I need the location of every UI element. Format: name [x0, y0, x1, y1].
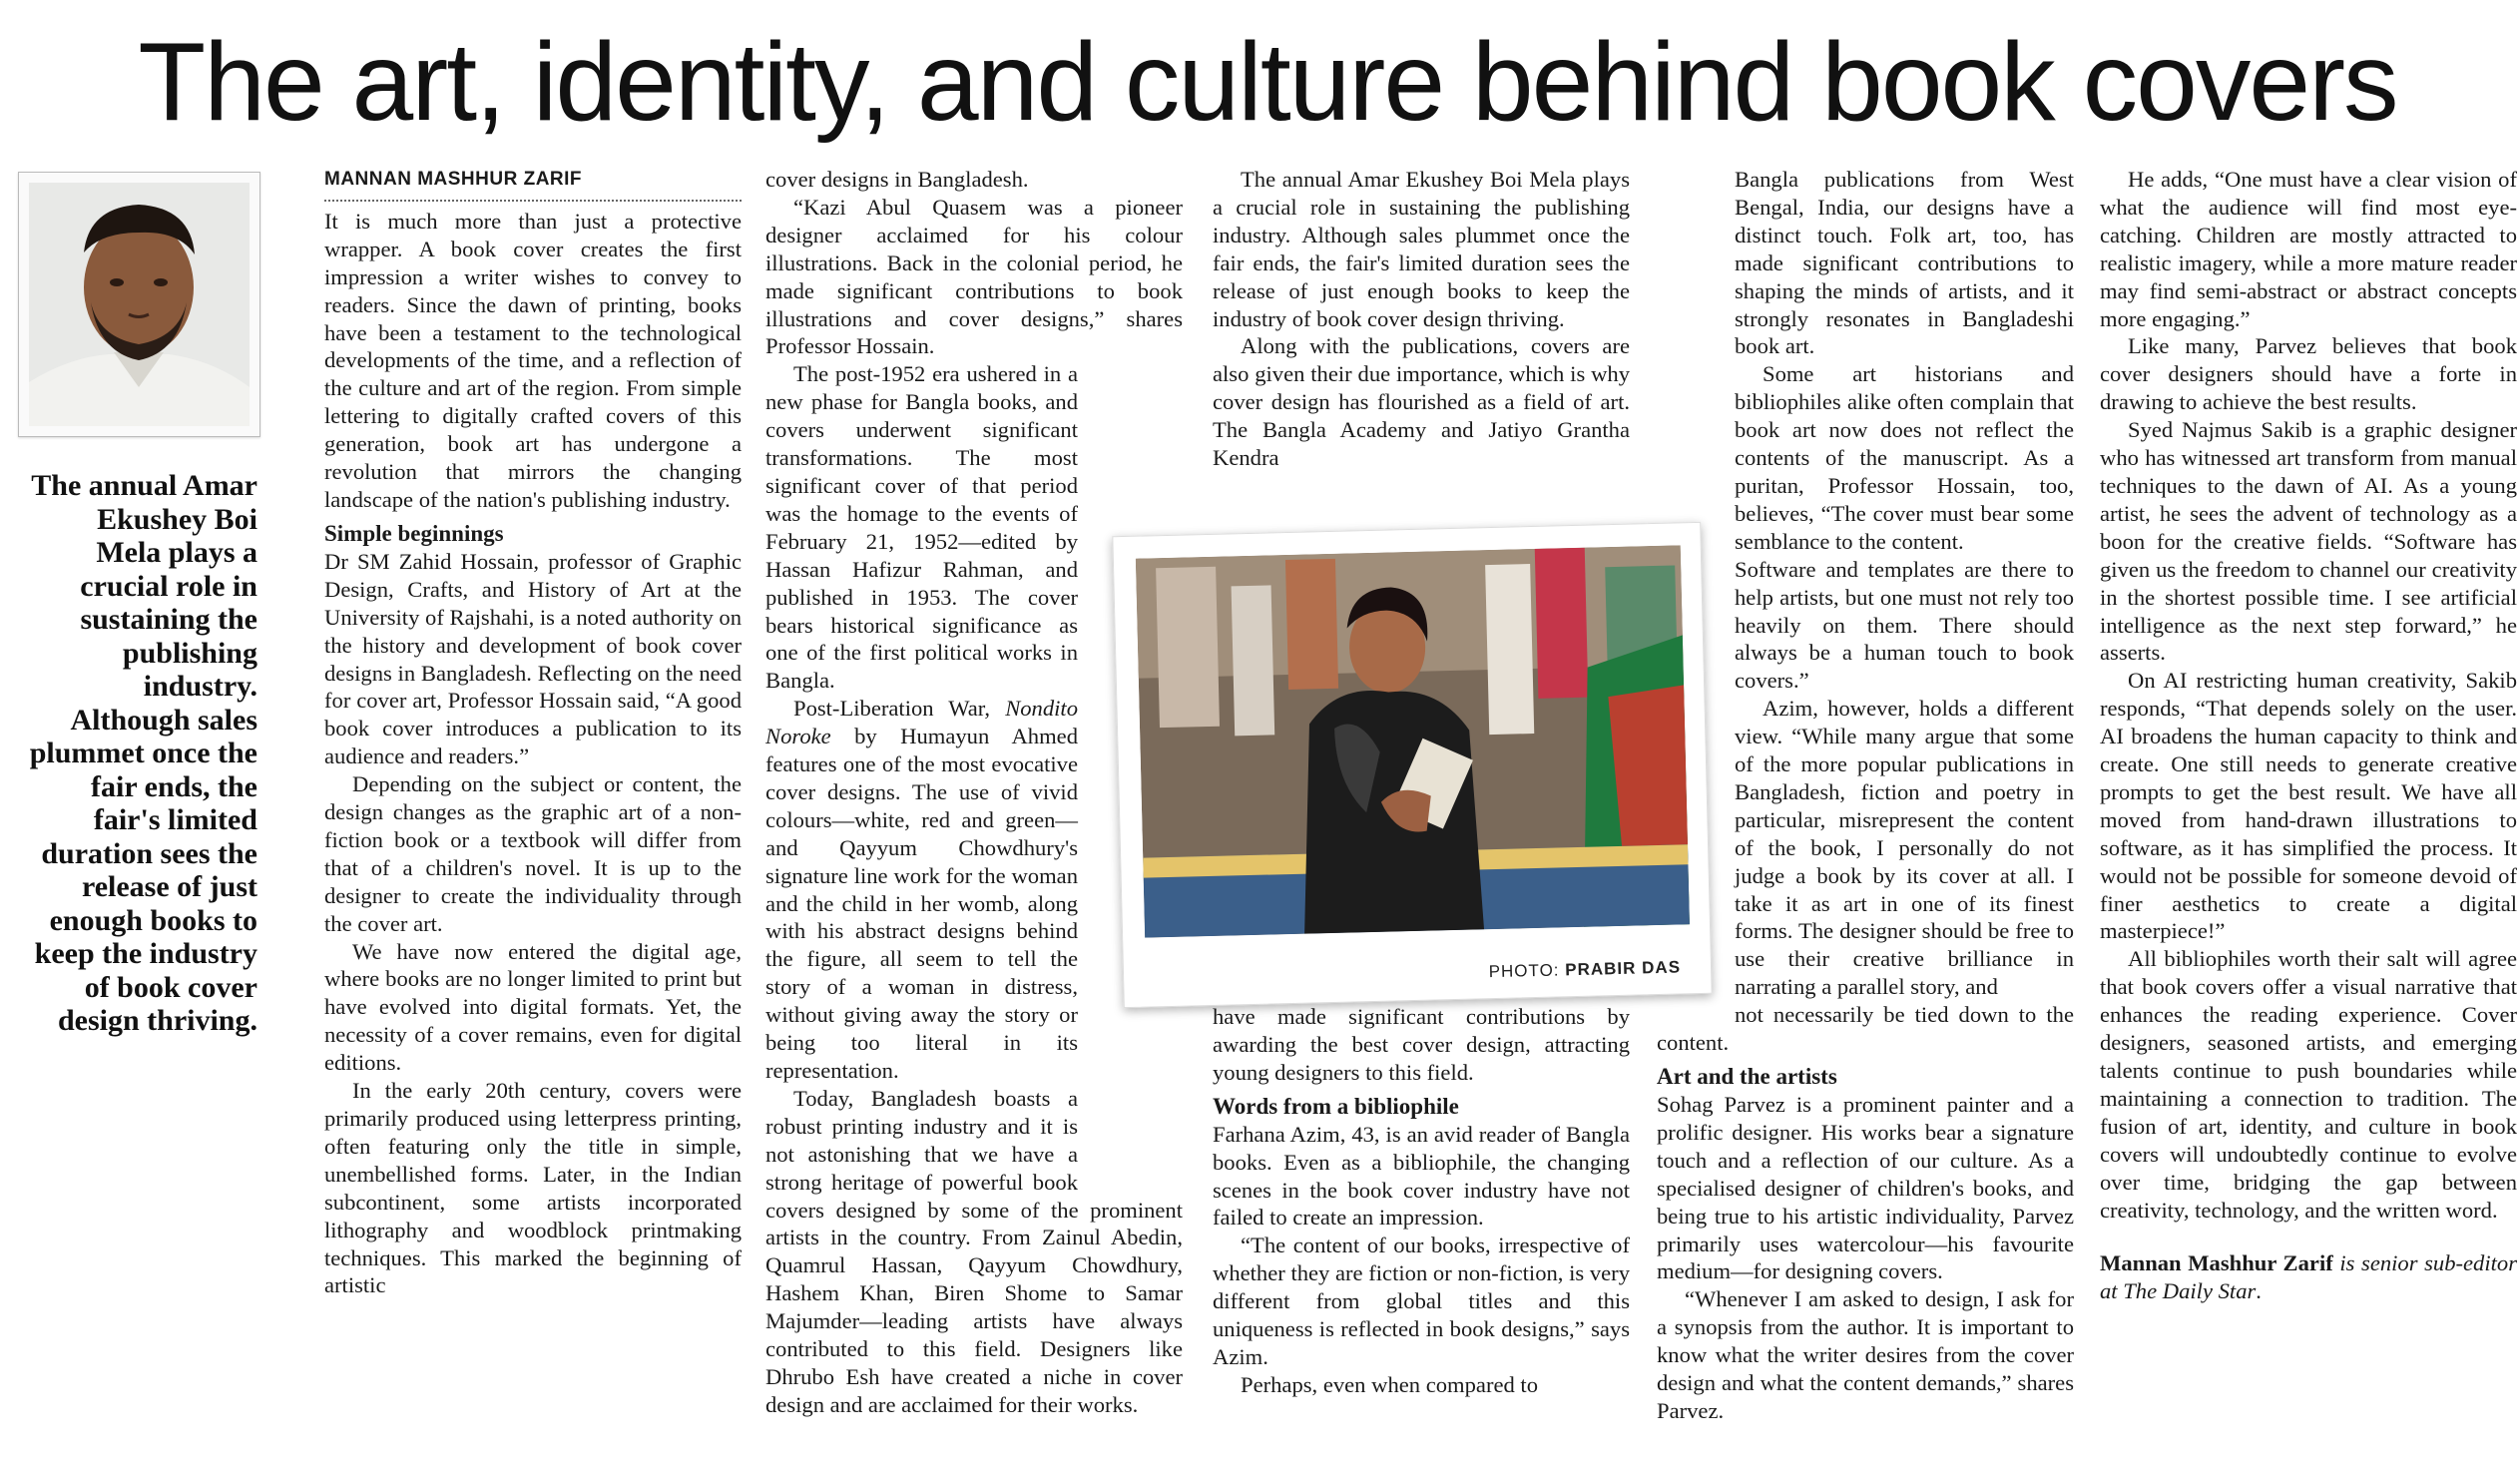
section-heading-art-and-the-artists: Art and the artists — [1657, 1064, 1837, 1089]
author-bio — [2100, 1249, 2517, 1305]
book-title: Nondito Noroke — [765, 696, 1078, 749]
paragraph: “The content of our books, irrespective of whether they are fiction or non-fiction, is very different from global titles and this uniqueness is reflected in book designs,” says Azim. — [1213, 1233, 1630, 1369]
author-bio-role: is senior sub-editor at — [2100, 1250, 2517, 1304]
photo-credit-name: PRABIR DAS — [1565, 957, 1682, 980]
paragraph: Bangla publications from West Bengal, India, our designs have a distinct touch. Folk art, too, has made significant contributions to shaping the minds of artists, and it strongly resonates in Bangladeshi book art. — [1735, 167, 2074, 359]
photo-credit — [1488, 957, 1681, 982]
headline: The art, identity, and culture behind book covers — [138, 20, 2397, 144]
author-portrait — [18, 172, 260, 437]
paragraph: We have now entered the digital age, where books are no longer limited to print but have evolved into digital formats. Yet, the necessity of a cover remains, even for digital editions. — [324, 938, 742, 1076]
author-byline: MANNAN MASHHUR ZARIF — [324, 166, 742, 202]
article-column-5 — [2100, 166, 2517, 1473]
section-heading-words-from-a-bibliophile: Words from a bibliophile — [1213, 1093, 1459, 1119]
article-column-4 — [1657, 166, 2074, 1473]
photo-credit-label: PHOTO: — [1488, 960, 1560, 982]
paragraph: Dr SM Zahid Hossain, professor of Graphic Design, Crafts, and History of Art at the University of Rajshahi, is a noted authority on the history and development of book cover designs in Bangladesh. Reflecting on the need for cover art, Professor Hossain said, “A good book cover introduces a publication to its audience and readers.” — [324, 548, 742, 769]
author-portrait-image — [29, 183, 250, 426]
paragraph: Perhaps, even when compared to — [1241, 1371, 1539, 1397]
paragraph: not necessarily be tied down to the content. — [1657, 1002, 2074, 1056]
section-heading-simple-beginnings: Simple beginnings — [324, 520, 504, 546]
paragraph: The annual Amar Ekushey Boi Mela plays a crucial role in sustaining the publishing industry. Although sales plummet once the fair ends, the fair's limited duration sees the release of just enough books to keep the industry of book cover design thriving. — [1213, 167, 1630, 331]
book-fair-photo — [1136, 545, 1690, 937]
pull-quote: The annual Amar Ekushey Boi Mela plays a crucial role in sustaining the publishing industry. Although sales plummet once the fair ends, the fair's limited duration sees the release of just enough books to keep the industry of book cover design thriving. — [29, 469, 257, 1037]
paragraph: The post-1952 era ushered in a new phase for Bangla books, and covers underwent significant transformations. The most significant cover of that period was the homage to the events of February 21, 1952—edited by Hassan Hafizur Rahman, and published in 1953. The cover bears historical significance as one of the first political works in Bangla. — [765, 361, 1078, 694]
paragraph: In the early 20th century, covers were primarily produced using letterpress printing, often featuring only the title in simple, unembellished forms. Later, in the Indian subcontinent, some artists incorporated lithography and woodblock printmaking techniques. This marked the beginning of artistic — [324, 1078, 742, 1298]
paragraph: Some art historians and bibliophiles alike often complain that book art now does not reflect the contents of the manuscript. As a puritan, Professor Hossain, too, believes, “The cover must bear some semblance to the content. — [1735, 361, 2074, 554]
paragraph: All bibliophiles worth their salt will agree that book covers offer a visual narrative that enhances the reading experience. Cover designers, seasoned artists, and emerging talents continue to push boundaries while maintaining a connection to tradition. The fusion of art, identity, and culture in book covers will undoubtedly continue to evolve over time, bridging the gap between creativity, technology, and the written word. — [2100, 946, 2517, 1223]
text-span: Post-Liberation War, — [793, 696, 991, 722]
newspaper-name: The Daily Star — [2123, 1278, 2257, 1304]
paragraph: Sohag Parvez is a prominent painter and a prolific designer. His works bear a signature touch and a reflection of our culture. As a specialised designer of children's books, and being true to his artistic individuality, Parvez primarily uses watercolour—his favourite medium—for designing covers. — [1657, 1092, 2074, 1284]
paragraph: Software and templates are there to help artists, but one must not rely too heavily on them. There should always be a human touch to book covers.” — [1735, 556, 2074, 694]
paragraph: Today, Bangladesh boasts a robust printing industry and it is not astonishing that we have a strong heritage of powerful book covers designed by some of the prominent artists in the country. From Zainul Abedin, Quamrul Hassan, Qayyum Chowdhury, Hashem Khan, Biren Shome to Samar Majumder—leading artists have always contributed to this field. Designers like Dhrubo Esh have created a niche in cover design and are acclaimed for their works. — [765, 1085, 1183, 1417]
text-span: by Humayun Ahmed features one of the most evocative cover designs. The use of vivid colours—white, red and green—and Qayyum Chowdhury's signature line work for the woman and the child in her womb, along with his abstract designs behind the figure, all seem to tell the story of a woman in distress, without giving away the story or being too literal in its representation. — [765, 724, 1078, 1083]
paragraph: Along with the publications, covers are also given their due importance, which is why cover design has flourished as a field of art. The Bangla Academy and Jatiyo Grantha Kendra — [1213, 333, 1630, 471]
paragraph: Like many, Parvez believes that book cover designers should have a forte in drawing to achieve the best results. — [2100, 333, 2517, 415]
paragraph: He adds, “One must have a clear vision of what the audience will find most eye-catching. Children are mostly attracted to realistic imagery, while a more mature reader may find semi-abstract or abstract concepts more engaging.” — [2100, 167, 2517, 331]
paragraph: Syed Najmus Sakib is a graphic designer who has witnessed art transform from manual techniques to the dawn of AI. As a young artist, he sees the advent of technology as a boon for the creative fields. “Software has given us the freedom to channel our creativity in the shortest possible time. I see artificial intelligence as the next step forward,” he asserts. — [2100, 417, 2517, 666]
paragraph: cover designs in Bangladesh. — [765, 167, 1029, 192]
paragraph: have made significant contributions by awarding the best cover design, attracting young designers to this field. — [1213, 1003, 1630, 1085]
paragraph: “Whenever I am asked to design, I ask for a synopsis from the author. It is important to know what the writer desires from the cover design and what the content demands,” shares Parvez. — [1657, 1286, 2074, 1423]
paragraph: “Kazi Abul Quasem was a pioneer designer acclaimed for his colour illustrations. Back in the colonial period, he made significant contributions to book illustrations and cover designs,” shares Professor Hossain. — [765, 194, 1183, 359]
paragraph: Azim, however, holds a different view. “While many argue that some of the more popular publications in Bangladesh, fiction and poetry in particular, misrepresent the content of the book, I personally do not judge a book by its cover at all. I take it as art in one of its finest forms. The designer should be free to use their creative brilliance in narrating a parallel story, and — [1735, 696, 2074, 1000]
author-bio-name: Mannan Mashhur Zarif — [2100, 1250, 2333, 1276]
paragraph: Depending on the subject or content, the design changes as the graphic art of a non-fiction book or a textbook will differ from that of a children's novel. It is up to the designer to create the individuality through the cover art. — [324, 771, 742, 936]
text-span: . — [2256, 1278, 2262, 1304]
feature-photo — [1112, 522, 1712, 1008]
paragraph: It is much more than just a protective wrapper. A book cover creates the first impression a writer wishes to convey to readers. Since the dawn of printing, books have been a testament to the technological developments of the time, and a reflection of the culture and art of the region. From simple lettering to digitally crafted covers of this generation, book art has undergone a revolution that mirrors the changing landscape of the nation's publishing industry. — [324, 208, 742, 512]
paragraph: Farhana Azim, 43, is an avid reader of Bangla books. Even as a bibliophile, the changing scenes in the book cover industry have not failed to create an impression. — [1213, 1121, 1630, 1231]
article-column-1 — [324, 166, 742, 1473]
paragraph: On AI restricting human creativity, Sakib responds, “That depends solely on the user. AI broadens the human capacity to think and create. One still needs to generate creative prompts to get the best result. We have all moved from hand-drawn illustrations to software, as it has simplified the process. It would not be possible for someone devoid of finer aesthetics to create a digital masterpiece!” — [2100, 668, 2517, 944]
